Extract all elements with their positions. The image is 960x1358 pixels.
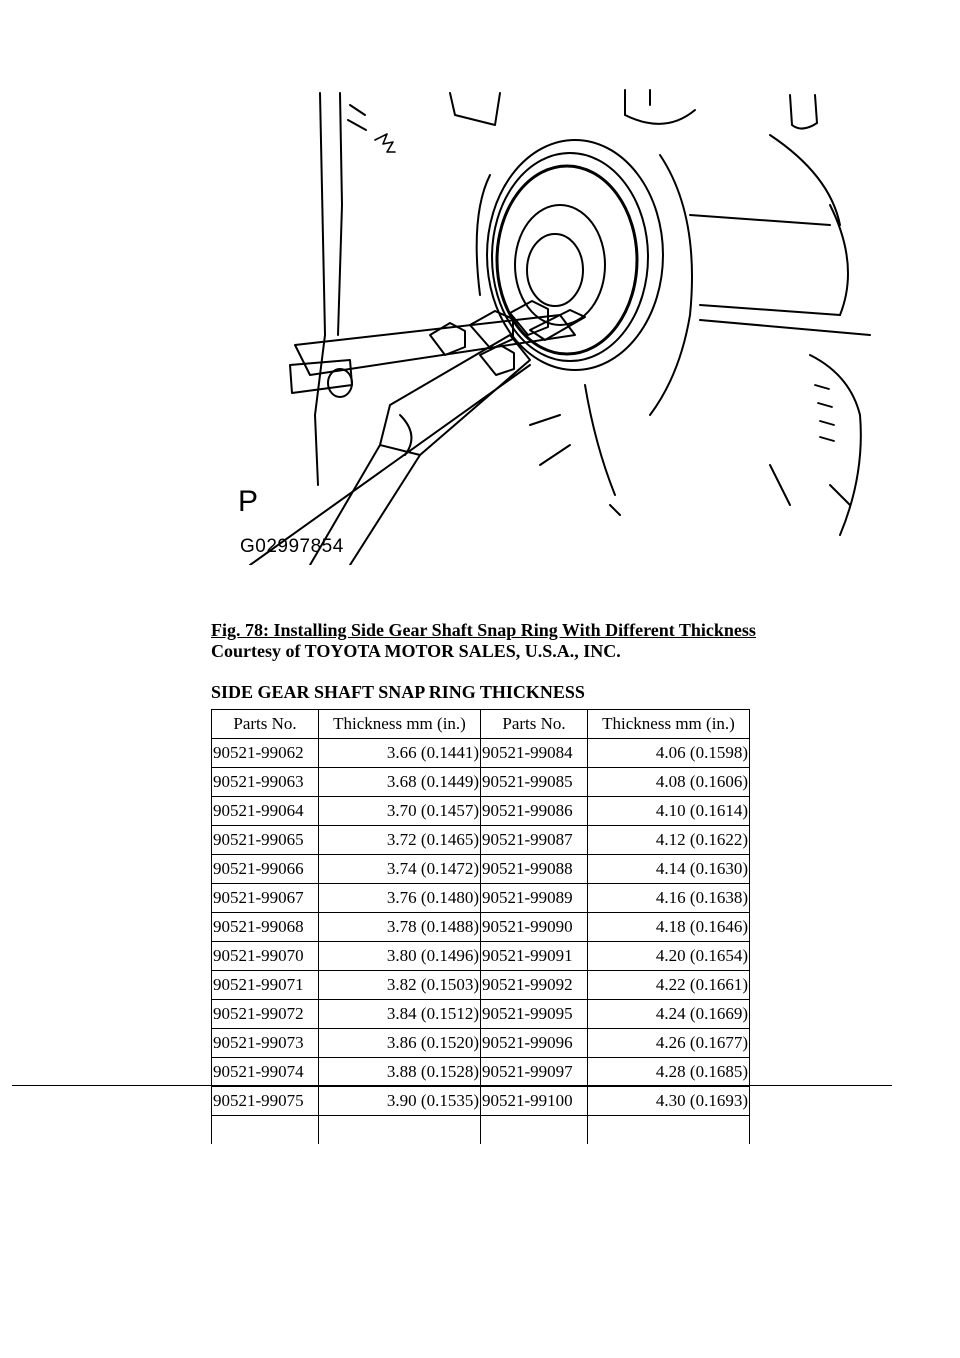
- figure-caption: [211, 620, 756, 662]
- header-thickness-1: Thickness mm (in.): [319, 710, 481, 739]
- table-row: [212, 884, 750, 913]
- cell-parts-no: 90521-99084: [481, 739, 588, 768]
- cell-empty: [481, 1116, 588, 1145]
- cell-parts-no: 90521-99085: [481, 768, 588, 797]
- cell-parts-no: 90521-99100: [481, 1087, 588, 1116]
- cell-thickness: 4.14 (0.1630): [588, 855, 750, 884]
- cell-thickness: 4.06 (0.1598): [588, 739, 750, 768]
- cell-thickness: 4.26 (0.1677): [588, 1029, 750, 1058]
- figure-code: G02997854: [240, 536, 344, 557]
- table-row: [212, 913, 750, 942]
- cell-thickness: 4.12 (0.1622): [588, 826, 750, 855]
- cell-thickness: 3.74 (0.1472): [319, 855, 481, 884]
- figure-credit: Courtesy of TOYOTA MOTOR SALES, U.S.A., INC.: [211, 641, 621, 661]
- cell-empty: [588, 1116, 750, 1145]
- cell-thickness: 3.68 (0.1449): [319, 768, 481, 797]
- header-parts-no-1: Parts No.: [212, 710, 319, 739]
- cell-thickness: 3.82 (0.1503): [319, 971, 481, 1000]
- cell-parts-no: 90521-99066: [212, 855, 319, 884]
- cell-parts-no: 90521-99097: [481, 1058, 588, 1087]
- table-row: [212, 739, 750, 768]
- table-row: [212, 855, 750, 884]
- cell-thickness: 3.84 (0.1512): [319, 1000, 481, 1029]
- cell-parts-no: 90521-99067: [212, 884, 319, 913]
- cell-thickness: 3.86 (0.1520): [319, 1029, 481, 1058]
- illustration-snap-ring-install: [230, 85, 890, 565]
- table-row: [212, 1087, 750, 1116]
- table-row: [212, 797, 750, 826]
- figure-letter: P: [238, 485, 259, 518]
- table-row: [212, 1058, 750, 1087]
- table-row-empty: [212, 1116, 750, 1145]
- cell-parts-no: 90521-99087: [481, 826, 588, 855]
- cell-empty: [212, 1116, 319, 1145]
- cell-parts-no: 90521-99072: [212, 1000, 319, 1029]
- header-parts-no-2: Parts No.: [481, 710, 588, 739]
- cell-thickness: 3.76 (0.1480): [319, 884, 481, 913]
- cell-empty: [319, 1116, 481, 1145]
- cell-parts-no: 90521-99065: [212, 826, 319, 855]
- table-row: [212, 768, 750, 797]
- figure-title: Fig. 78: Installing Side Gear Shaft Snap Ring With Different Thickness: [211, 620, 756, 640]
- cell-parts-no: 90521-99091: [481, 942, 588, 971]
- table-row: [212, 942, 750, 971]
- cell-parts-no: 90521-99070: [212, 942, 319, 971]
- cell-thickness: 4.16 (0.1638): [588, 884, 750, 913]
- cell-parts-no: 90521-99075: [212, 1087, 319, 1116]
- table-header-row: [212, 710, 750, 739]
- page-divider: [12, 1085, 892, 1086]
- cell-parts-no: 90521-99062: [212, 739, 319, 768]
- cell-thickness: 3.90 (0.1535): [319, 1087, 481, 1116]
- cell-thickness: 3.88 (0.1528): [319, 1058, 481, 1087]
- cell-thickness: 4.10 (0.1614): [588, 797, 750, 826]
- cell-parts-no: 90521-99090: [481, 913, 588, 942]
- cell-parts-no: 90521-99068: [212, 913, 319, 942]
- cell-thickness: 3.70 (0.1457): [319, 797, 481, 826]
- cell-thickness: 4.28 (0.1685): [588, 1058, 750, 1087]
- header-thickness-2: Thickness mm (in.): [588, 710, 750, 739]
- cell-parts-no: 90521-99073: [212, 1029, 319, 1058]
- table-row: [212, 1029, 750, 1058]
- cell-thickness: 4.24 (0.1669): [588, 1000, 750, 1029]
- cell-parts-no: 90521-99096: [481, 1029, 588, 1058]
- cell-parts-no: 90521-99092: [481, 971, 588, 1000]
- cell-thickness: 3.72 (0.1465): [319, 826, 481, 855]
- cell-thickness: 4.08 (0.1606): [588, 768, 750, 797]
- cell-thickness: 4.20 (0.1654): [588, 942, 750, 971]
- cell-parts-no: 90521-99074: [212, 1058, 319, 1087]
- cell-parts-no: 90521-99095: [481, 1000, 588, 1029]
- table-row: [212, 826, 750, 855]
- cell-parts-no: 90521-99089: [481, 884, 588, 913]
- table-row: [212, 1000, 750, 1029]
- cell-parts-no: 90521-99086: [481, 797, 588, 826]
- cell-thickness: 4.18 (0.1646): [588, 913, 750, 942]
- cell-parts-no: 90521-99088: [481, 855, 588, 884]
- table-title: SIDE GEAR SHAFT SNAP RING THICKNESS: [211, 682, 585, 702]
- cell-parts-no: 90521-99063: [212, 768, 319, 797]
- cell-thickness: 4.30 (0.1693): [588, 1087, 750, 1116]
- cell-thickness: 3.66 (0.1441): [319, 739, 481, 768]
- snap-ring-thickness-table: [211, 709, 750, 1144]
- cell-thickness: 3.78 (0.1488): [319, 913, 481, 942]
- cell-parts-no: 90521-99064: [212, 797, 319, 826]
- table-row: [212, 971, 750, 1000]
- cell-parts-no: 90521-99071: [212, 971, 319, 1000]
- cell-thickness: 3.80 (0.1496): [319, 942, 481, 971]
- cell-thickness: 4.22 (0.1661): [588, 971, 750, 1000]
